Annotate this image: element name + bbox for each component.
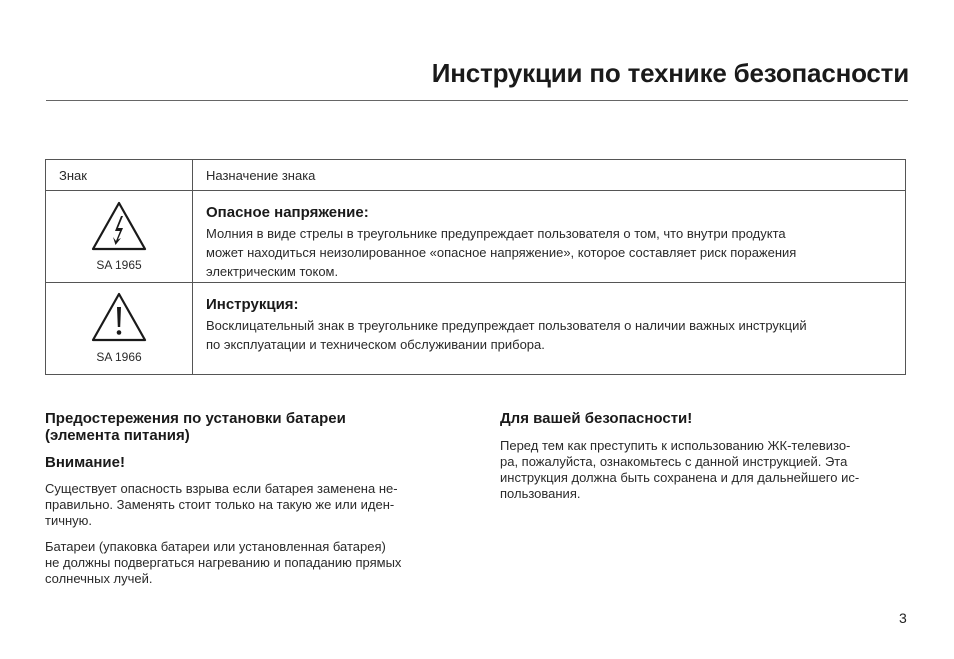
table-row: [46, 191, 906, 283]
text-line: солнечных лучей.: [45, 571, 153, 586]
text-line: пользования.: [500, 486, 581, 501]
heading-line: Предостережения по установки батареи: [45, 410, 346, 427]
sign-title: Инструкция:: [206, 296, 299, 313]
sign-description: [206, 316, 893, 354]
sign-title: Опасное напряжение:: [206, 204, 369, 221]
sign-cell: [46, 283, 193, 375]
text-line: правильно. Заменять стоит только на такую же или иден-: [45, 497, 395, 512]
table-row: [46, 283, 906, 375]
text-line: Перед тем как преступить к использованию ЖК-телевизо-: [500, 438, 851, 453]
title-divider: [46, 100, 908, 101]
safety-heading: Для вашей безопасности!: [500, 410, 693, 427]
text-line: электрическим током.: [206, 264, 339, 279]
text-line: тичную.: [45, 513, 93, 528]
exclamation-warning-triangle-icon: [91, 292, 147, 342]
sign-description-cell: [193, 191, 906, 283]
warning-subheading: Внимание!: [45, 454, 125, 471]
sign-description: [206, 224, 893, 281]
page-number: 3: [899, 610, 907, 626]
safety-signs-table: [45, 159, 906, 375]
text-line: Батареи (упаковка батареи или установленная батарея): [45, 539, 386, 554]
battery-section: [45, 410, 455, 597]
table-header-row: [46, 160, 906, 191]
text-line: не должны подвергаться нагреванию и попаданию прямых: [45, 555, 402, 570]
safety-paragraph: [500, 438, 910, 502]
text-line: инструкция должна быть сохранена и для дальнейшего ис-: [500, 470, 860, 485]
safety-section: [500, 410, 910, 512]
battery-paragraph: [45, 481, 455, 529]
page-title: Инструкции по технике безопасности: [431, 58, 909, 88]
text-line: Восклицательный знак в треугольнике предупреждает пользователя о наличии важных инструкций: [206, 318, 807, 333]
text-line: может находиться неизолированное «опасное напряжение», которое составляет риск поражения: [206, 245, 797, 260]
text-line: ра, пожалуйста, ознакомьтесь с данной инструкцией. Эта: [500, 454, 848, 469]
battery-paragraph: [45, 539, 455, 587]
text-line: Молния в виде стрелы в треугольнике предупреждает пользователя о том, что внутри продукта: [206, 226, 786, 241]
text-line: Существует опасность взрыва если батарея заменена не-: [45, 481, 398, 496]
lightning-warning-triangle-icon: [91, 201, 147, 251]
column-header-sign: Знак: [46, 160, 193, 191]
heading-line: (элемента питания): [45, 427, 190, 444]
sign-code: SA 1966: [96, 350, 142, 364]
text-line: по эксплуатации и техническом обслуживании прибора.: [206, 337, 545, 352]
battery-heading: [45, 410, 455, 444]
sign-code: SA 1965: [96, 258, 142, 272]
sign-description-cell: [193, 283, 906, 375]
sign-cell: [46, 191, 193, 283]
column-header-purpose: Назначение знака: [193, 160, 906, 191]
